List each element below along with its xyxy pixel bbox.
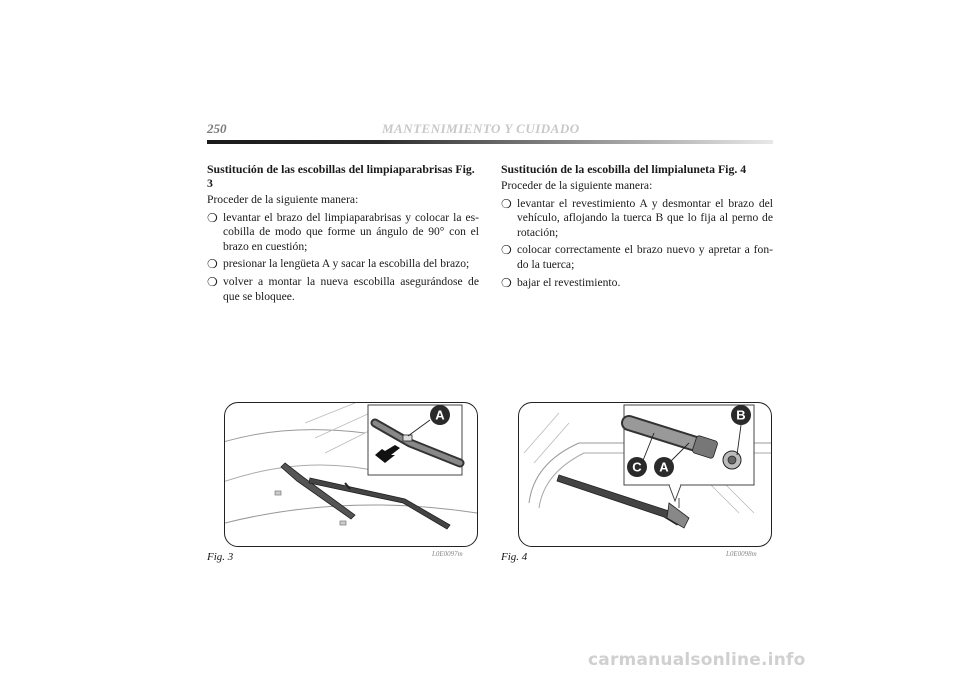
step-text: volver a montar la nueva escobilla asegurándose de que se bloquee. [223,274,479,303]
watermark-text: carmanualsonline.info [588,650,806,670]
bullet-icon: ❍ [207,210,218,225]
bullet-icon: ❍ [501,196,512,211]
bullet-icon: ❍ [207,274,218,289]
figure-4-label-a: A [659,459,669,475]
left-heading: Sustitución de las escobillas del limpiaparabrisas Fig. 3 [207,162,475,190]
rear-wiper-drawing [519,403,771,546]
figure-4-code: L0E0098m [726,550,757,558]
figure-4-label-b: B [736,407,746,423]
left-intro: Proceder de la siguiente manera: [207,193,359,206]
figure-3-label-a: A [435,407,445,423]
list-item [501,276,773,291]
bullet-icon: ❍ [501,275,512,290]
right-column [501,162,773,293]
list-item [501,197,773,241]
step-text: levantar el brazo del limpiaparabrisas y colocar la es-cobilla de modo que forme un ángulo de 90° con el brazo en cuestión; [223,210,479,253]
right-heading: Sustitución de la escobilla del limpialuneta Fig. 4 [501,162,747,176]
figure-3-code: L0E0097m [432,550,463,558]
left-steps-list [207,211,479,305]
step-text: bajar el revestimiento. [517,275,621,289]
figure-4-illustration [518,402,772,547]
section-title: MANTENIMIENTO Y CUIDADO [382,121,580,136]
step-text: colocar correctamente el brazo nuevo y apretar a fon-do la tuerca; [517,243,773,271]
page-number: 250 [207,121,227,136]
step-text: presionar la lengüeta A y sacar la escobilla del brazo; [223,257,470,271]
list-item [207,257,479,272]
figure-3-caption: Fig. 3 [207,551,234,563]
windshield-wiper-drawing [225,403,477,546]
bullet-icon: ❍ [207,257,218,272]
right-steps-list [501,197,773,291]
list-item [207,275,479,304]
step-text: levantar el revestimiento A y desmontar el brazo del vehículo, aflojando la tuerca B que lo fija al perno de rotación; [517,196,773,239]
bullet-icon: ❍ [501,243,512,258]
figure-3-illustration [224,402,478,547]
left-column [207,162,479,307]
header-rule [207,140,773,144]
figure-4-caption: Fig. 4 [501,551,528,563]
list-item [501,243,773,272]
right-intro: Proceder de la siguiente manera: [501,179,653,192]
list-item [207,211,479,255]
figure-4-label-c: C [632,459,642,475]
page-header [207,121,773,151]
